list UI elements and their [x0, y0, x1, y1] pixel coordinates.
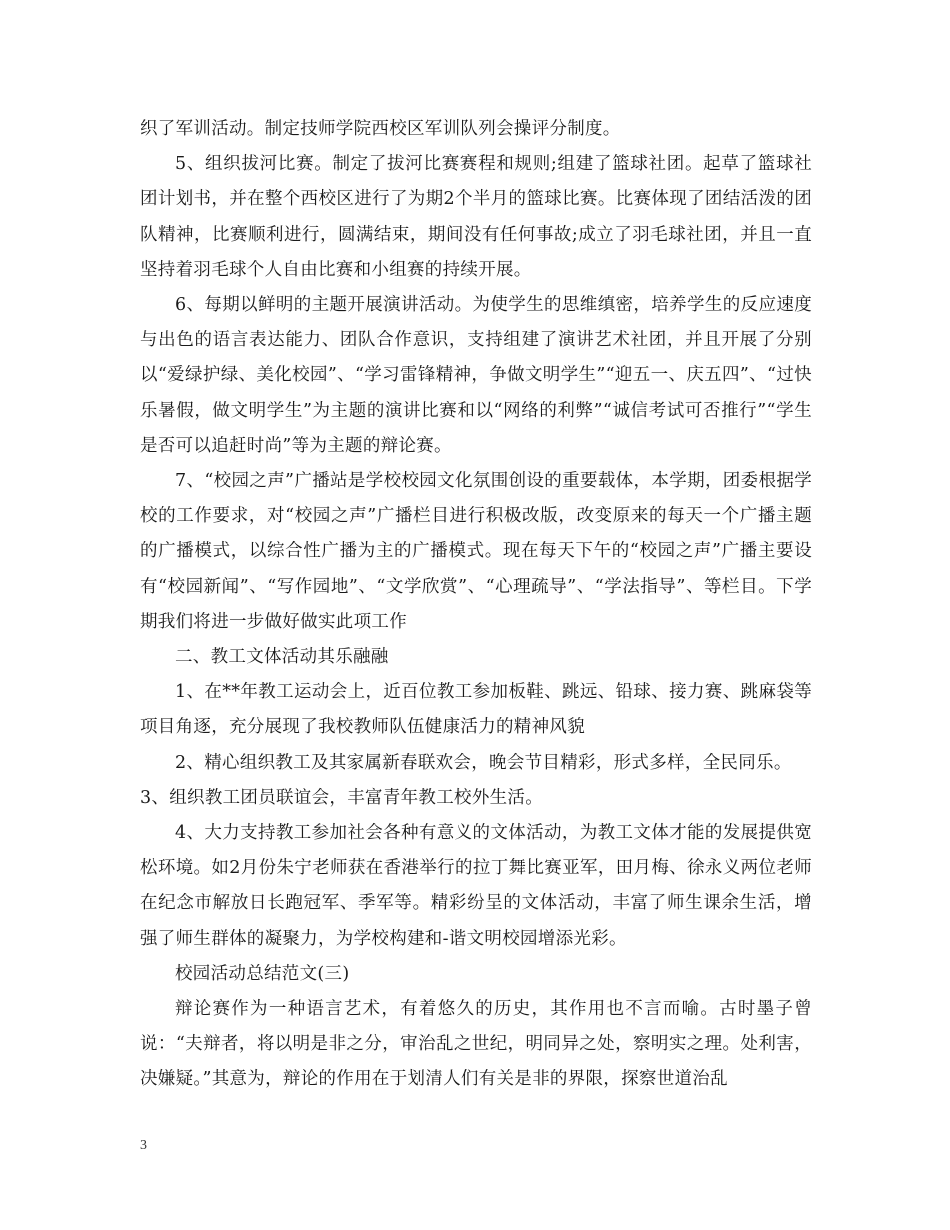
section-heading-summary-three: 校园活动总结范文(三) [175, 963, 350, 984]
paragraph-7: 2、精心组织教工及其家属新春联欢会，晚会节目精彩，形式多样，全民同乐。 [175, 752, 792, 773]
page-number: 3 [140, 1138, 147, 1153]
paragraph-1: 织了军训活动。制定技师学院西校区军训队列会操评分制度。 [140, 119, 621, 139]
paragraph-9: 4、大力支持教工参加社会各种有意义的文体活动，为教工文体才能的发展提供宽松环境。如2月份朱宁老师获在香港举行的拉丁舞比赛亚军，田月梅、徐永义两位老师在纪念市解放日长跑冠军、季军等。精彩纷呈的文体活动，丰富了师生课余生活，增强了师生群体的凝聚力，为学校构建和-谐文明校园增添光彩。 [140, 823, 812, 949]
section-heading-staff-activities: 二、教工文体活动其乐融融 [175, 647, 389, 668]
document-body [140, 112, 812, 1098]
paragraph-2: 5、组织拔河比赛。制定了拔河比赛赛程和规则;组建了篮球社团。起草了篮球社团计划书，并在整个西校区进行了为期2个半月的篮球比赛。比赛体现了团结活泼的团队精神，比赛顺利进行，圆满结束，期间没有任何事故;成立了羽毛球社团，并且一直坚持着羽毛球个人自由比赛和小组赛的持续开展。 [140, 154, 812, 280]
paragraph-11: 辩论赛作为一种语言艺术，有着悠久的历史，其作用也不言而喻。古时墨子曾说：“夫辩者，将以明是非之分，审治乱之世纪，明同异之处，察明实之理。处利害，决嫌疑。”其意为，辩论的作用在于划清人们有关是非的界限，探察世道治乱 [140, 999, 812, 1090]
paragraph-3: 6、每期以鲜明的主题开展演讲活动。为使学生的思维缜密，培养学生的反应速度与出色的语言表达能力、团队合作意识，支持组建了演讲艺术社团，并且开展了分别以“爱绿护绿、美化校园”、“学习雷锋精神，争做文明学生”“迎五一、庆五四”、“过快乐暑假，做文明学生”为主题的演讲比赛和以“网络的利弊”“诚信考试可否推行”“学生是否可以追赶时尚”等为主题的辩论赛。 [140, 295, 812, 456]
paragraph-4: 7、“校园之声”广播站是学校校园文化氛围创设的重要载体，本学期，团委根据学校的工作要求，对“校园之声”广播栏目进行积极改版，改变原来的每天一个广播主题的广播模式，以综合性广播为主的广播模式。现在每天下午的“校园之声”广播主要设有“校园新闻”、“写作园地”、“文学欣赏”、“心理疏导”、“学法指导”、等栏目。下学期我们将进一步做好做实此项工作 [140, 471, 812, 632]
paragraph-6: 1、在**年教工运动会上，近百位教工参加板鞋、跳远、铅球、接力赛、跳麻袋等项目角逐，充分展现了我校教师队伍健康活力的精神风貌 [140, 682, 812, 738]
paragraph-8: 3、组织教工团员联谊会，丰富青年教工校外生活。 [140, 787, 544, 808]
